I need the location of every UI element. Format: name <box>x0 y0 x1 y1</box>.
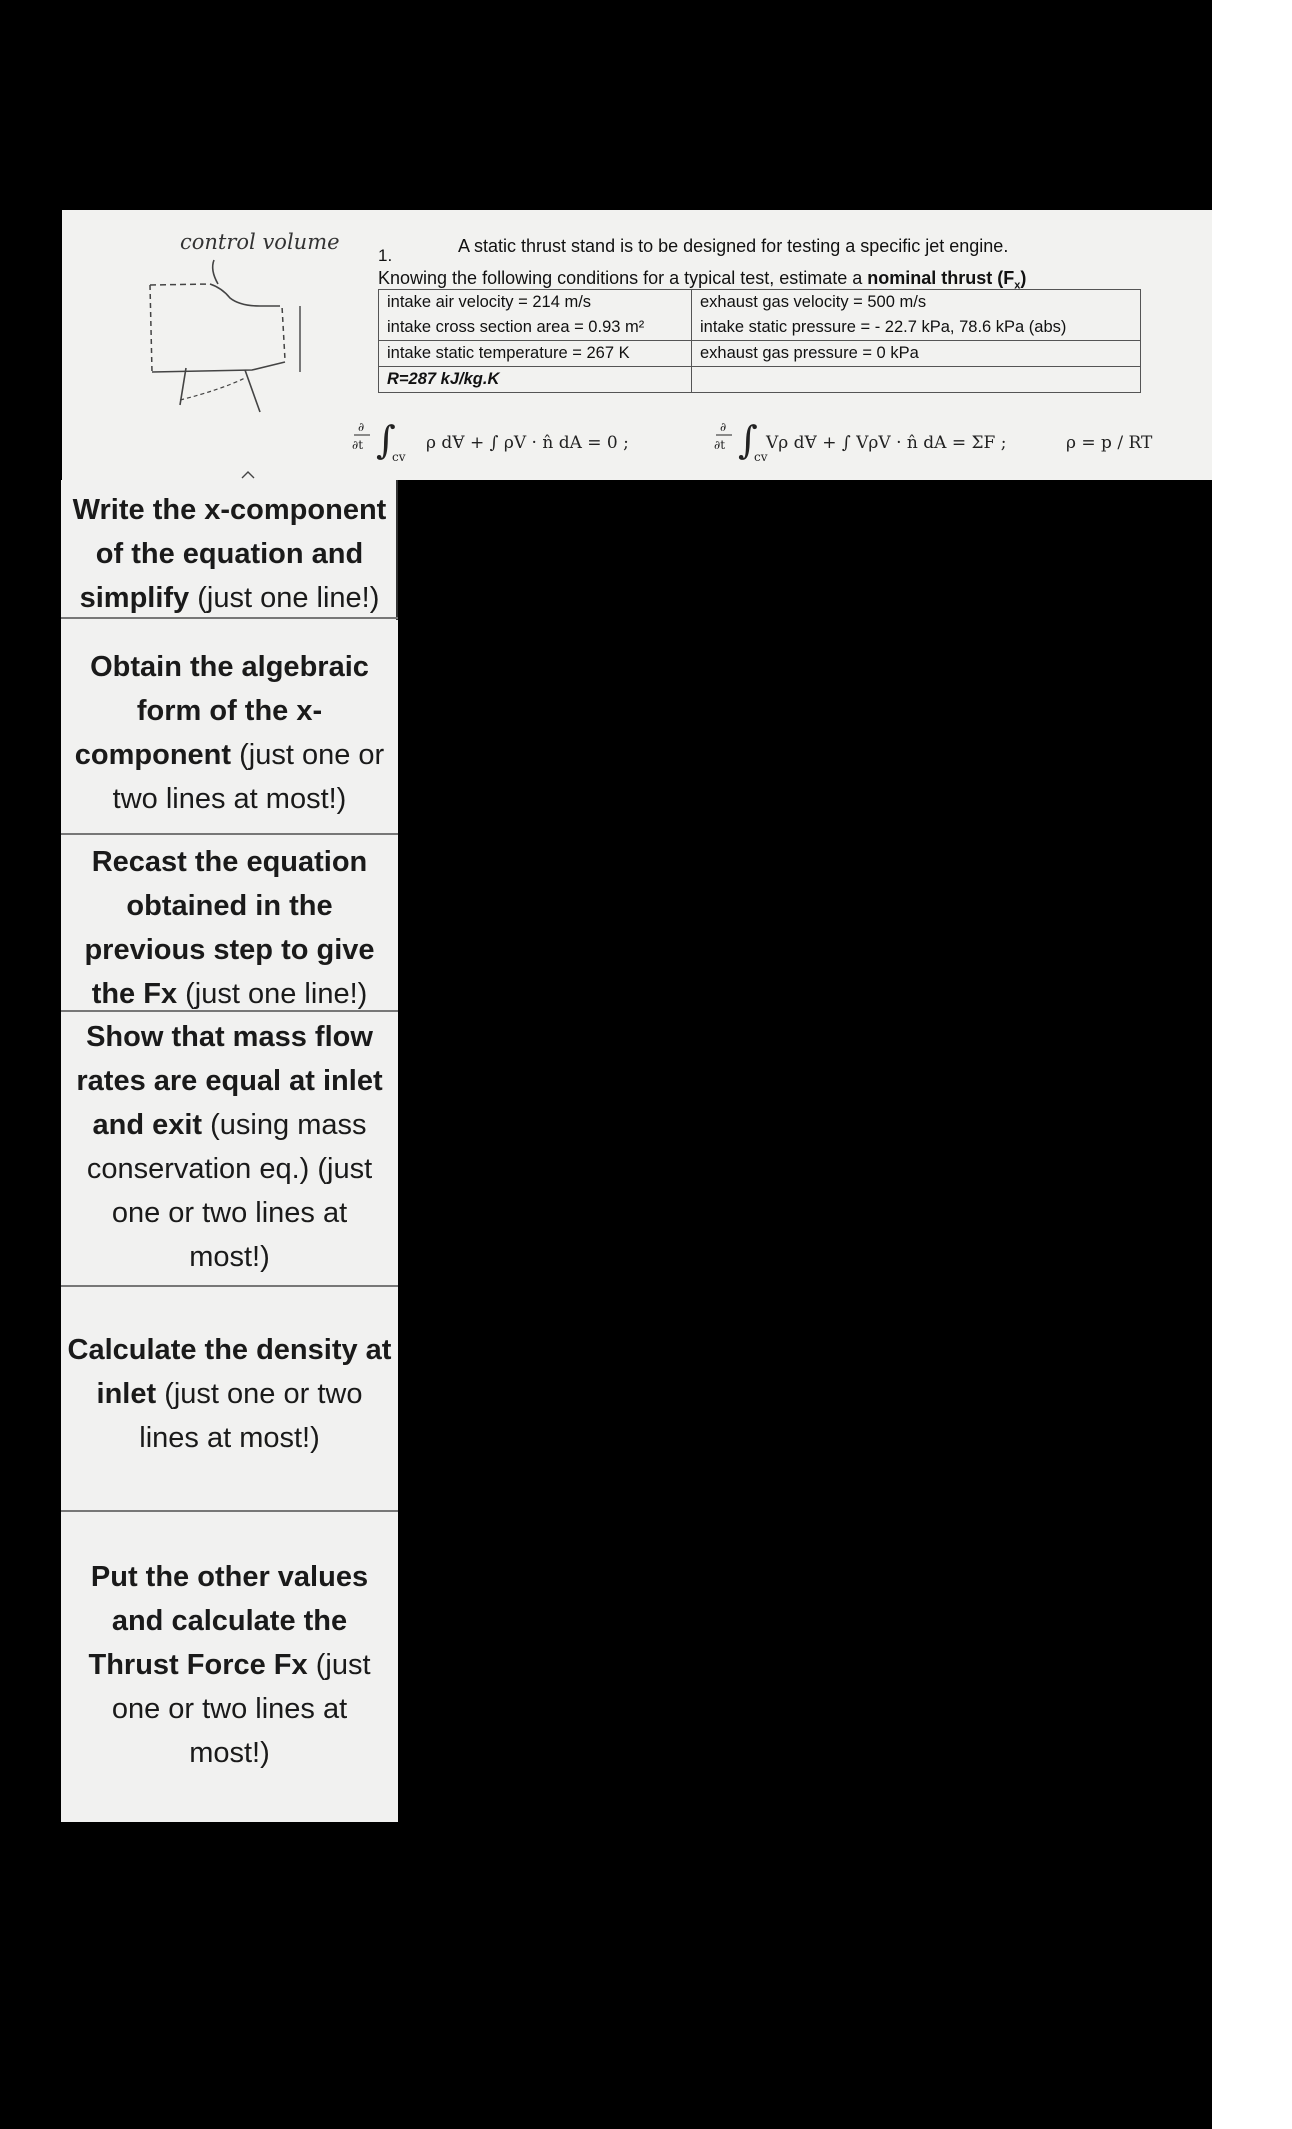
control-volume-sketch <box>140 240 380 480</box>
table-cell <box>692 367 1141 393</box>
step-text-line: lines at most!) <box>139 1422 320 1454</box>
momentum-equation: Vρ dⱯ + ∫ VρV · n̂ dA = ΣF ; <box>766 433 1007 453</box>
step-separator <box>61 1285 398 1287</box>
step-text-line: one or two lines at <box>111 1197 348 1229</box>
black-background-right-area <box>398 480 1212 2129</box>
mass-conservation-equation: ρ dⱯ + ∫ ρV · n̂ dA = 0 ; <box>426 433 629 453</box>
step-text-line: conservation eq.) (just <box>86 1153 373 1185</box>
given-conditions-table <box>378 289 1141 393</box>
step-separator <box>61 1510 398 1512</box>
governing-equations <box>346 415 1166 475</box>
black-background-bottom <box>62 1822 398 2129</box>
step-text-line: Obtain the algebraic <box>90 651 369 683</box>
problem-statement-line-2: Knowing the following conditions for a typical test, estimate a nominal thrust $(F_x)$ <box>378 268 1027 292</box>
control-volume-label: control volume <box>180 230 340 254</box>
problem-statement-line-1: A static thrust stand is to be designed for testing a specific jet engine. <box>458 236 1009 256</box>
step-2-instruction <box>61 645 398 821</box>
table-cell: intake cross section area = 0.93 m² <box>379 315 692 341</box>
table-cell: intake air velocity = 214 m/s <box>379 290 692 316</box>
table-cell: intake static temperature = 267 K <box>379 341 692 367</box>
step-separator <box>61 1010 398 1012</box>
step-3-instruction <box>61 840 398 1016</box>
svg-text:∂t: ∂t <box>714 438 726 452</box>
table-cell: exhaust gas pressure = 0 kPa <box>692 341 1141 367</box>
step-text-line: Thrust Force Fx (just <box>88 1649 371 1681</box>
step-text-line: Write the x-component <box>72 494 387 526</box>
step-5-instruction <box>61 1328 398 1460</box>
step-text-line: obtained in the <box>126 890 333 922</box>
svg-text:cv: cv <box>754 450 768 464</box>
step-text-line: Show that mass flow <box>86 1021 373 1053</box>
step-text-line: form of the x- <box>136 695 323 727</box>
step-text-line: previous step to give <box>84 934 375 966</box>
step-separator <box>61 617 398 619</box>
step-text-line: inlet (just one or two <box>96 1378 363 1410</box>
step-text-line: component (just one or <box>74 739 385 771</box>
step-text-line: and calculate the <box>111 1605 348 1637</box>
svg-text:∂: ∂ <box>720 420 727 434</box>
black-background-left-strip <box>0 210 62 2129</box>
step-text-line: the Fx (just one line!) <box>91 978 368 1010</box>
table-row <box>379 315 1141 341</box>
table-cell: intake static pressure = - 22.7 kPa, 78.6 kPa (abs) <box>692 315 1141 341</box>
step-text-line: Recast the equation <box>91 846 368 878</box>
table-row <box>379 290 1141 316</box>
equations-graphic <box>346 415 1166 475</box>
table-cell: exhaust gas velocity = 500 m/s <box>692 290 1141 316</box>
partial-dt: ∂t <box>352 438 364 452</box>
step-4-instruction <box>61 1015 398 1279</box>
step-text-line: of the equation and <box>95 538 364 570</box>
svg-text:cv: cv <box>392 450 406 464</box>
step-text-line: simplify (just one line!) <box>79 582 380 614</box>
step-text-line: and exit (using mass <box>92 1109 367 1141</box>
step-text-line: two lines at most!) <box>112 783 347 815</box>
step-text-line: one or two lines at <box>111 1693 348 1725</box>
problem-number: 1. <box>378 246 393 265</box>
table-row <box>379 341 1141 367</box>
nominal-thrust-label: nominal thrust $(F_x)$ <box>867 268 1027 292</box>
svg-text:∫: ∫ <box>738 418 758 462</box>
step-text-line: most!) <box>189 1737 270 1769</box>
integral-symbol: ∫ <box>376 418 396 462</box>
step-text-line: rates are equal at inlet <box>76 1065 383 1097</box>
step-6-instruction <box>61 1555 398 1775</box>
partial-d: ∂ <box>358 420 365 434</box>
step-separator <box>61 833 398 835</box>
step-1-instruction <box>61 488 398 620</box>
black-background-top <box>0 0 1212 210</box>
table-cell: R=287 kJ/kg.K <box>379 367 692 393</box>
step-text-line: most!) <box>189 1241 270 1273</box>
step-text-line: Calculate the density at <box>67 1334 392 1366</box>
table-row <box>379 367 1141 393</box>
step-text-line: Put the other values <box>90 1561 369 1593</box>
equation-of-state: ρ = p / RT <box>1066 433 1153 453</box>
